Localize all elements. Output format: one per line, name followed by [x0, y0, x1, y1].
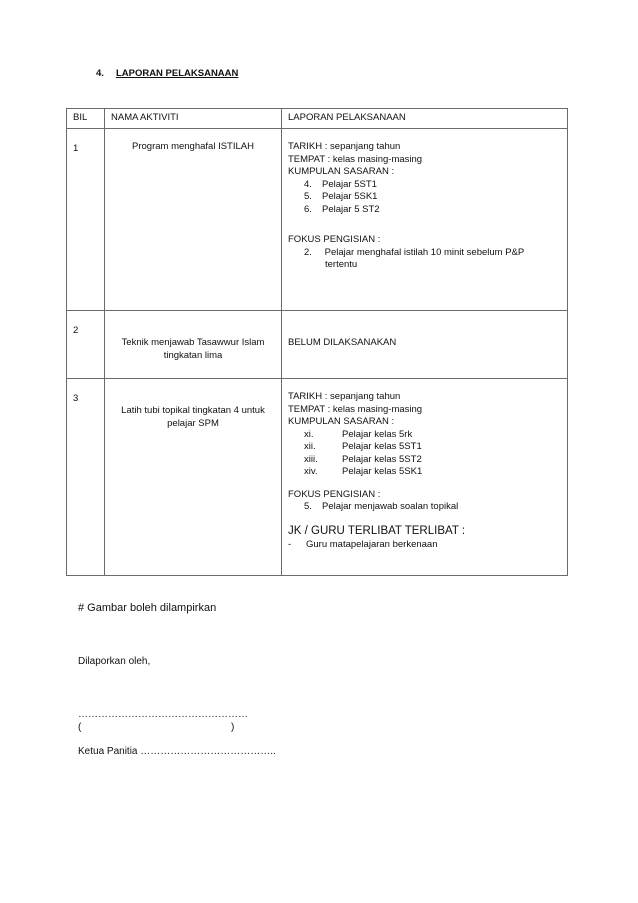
section-number: 4. — [96, 68, 104, 79]
row2-report — [282, 311, 568, 379]
row1-tarikh: TARIKH : sepanjang tahun — [288, 141, 401, 152]
row3-target: xi. Pelajar kelas 5rk — [304, 428, 413, 440]
row1-target: 4. Pelajar 5ST1 — [304, 178, 377, 190]
table-row — [67, 129, 568, 311]
row3-focus-item: 5. Pelajar menjawab soalan topikal — [304, 501, 459, 512]
row1-focus-item: 2. Pelajar menghafal istilah 10 minit sebelum P&P — [304, 246, 525, 258]
row3-kumpulan: KUMPULAN SASARAN : — [288, 416, 395, 427]
reported-by: Dilaporkan oleh, — [78, 656, 151, 667]
row3-target: xiii. Pelajar kelas 5ST2 — [304, 453, 422, 465]
header-activity: NAMA AKTIVITI — [105, 109, 282, 129]
name-parentheses — [78, 722, 238, 733]
row3-tarikh: TARIKH : sepanjang tahun — [288, 391, 401, 402]
row3-jk-heading: JK / GURU TERLIBAT TERLIBAT : — [288, 524, 466, 537]
row3-target: xiv. Pelajar kelas 5SK1 — [304, 466, 423, 477]
row1-fokus: FOKUS PENGISIAN : — [288, 234, 381, 245]
row3-bil: 3 — [67, 379, 105, 576]
header-bil: BIL — [67, 109, 105, 129]
row3-jk-item: - Guru matapelajaran berkenaan — [288, 538, 438, 550]
report-table — [66, 108, 568, 576]
row1-bil: 1 — [67, 129, 105, 311]
row1-target: 5. Pelajar 5SK1 — [304, 191, 378, 202]
row1-activity-text: Program menghafal ISTILAH — [132, 141, 254, 152]
table-header-row — [67, 109, 568, 129]
row2-bil: 2 — [67, 311, 105, 379]
row1-report — [282, 129, 568, 311]
ketua-panitia: Ketua Panitia ………………………………….. — [78, 746, 276, 757]
row3-activity-line2: pelajar SPM — [167, 417, 219, 429]
header-report: LAPORAN PELAKSANAAN — [282, 109, 568, 129]
table-row — [67, 311, 568, 379]
paren-close: ) — [231, 722, 235, 733]
row1-kumpulan: KUMPULAN SASARAN : — [288, 166, 395, 177]
row2-activity — [105, 311, 282, 379]
attachment-note: # Gambar boleh dilampirkan — [78, 602, 217, 614]
row3-report — [282, 379, 568, 576]
row3-fokus: FOKUS PENGISIAN : — [288, 488, 381, 500]
section-heading — [96, 68, 238, 79]
row2-activity-line1: Teknik menjawab Tasawwur Islam — [121, 337, 265, 348]
row3-activity — [105, 379, 282, 576]
signature-line: …………………………………………… — [78, 709, 248, 720]
row1-tempat: TEMPAT : kelas masing-masing — [288, 153, 423, 165]
row3-target: xii. Pelajar kelas 5ST1 — [304, 441, 422, 452]
table-row — [67, 379, 568, 576]
row1-target: 6. Pelajar 5 ST2 — [304, 203, 380, 215]
row1-activity — [105, 129, 282, 311]
section-title: LAPORAN PELAKSANAAN — [115, 68, 239, 79]
row3-tempat: TEMPAT : kelas masing-masing — [288, 403, 423, 415]
row2-status: BELUM DILAKSANAKAN — [288, 337, 397, 348]
row2-activity-line2: tingkatan lima — [163, 349, 223, 361]
row3-activity-line1: Latih tubi topikal tingkatan 4 untuk — [121, 405, 265, 416]
paren-open: ( — [78, 722, 82, 733]
row1-focus-item-cont: tertentu — [325, 259, 358, 270]
